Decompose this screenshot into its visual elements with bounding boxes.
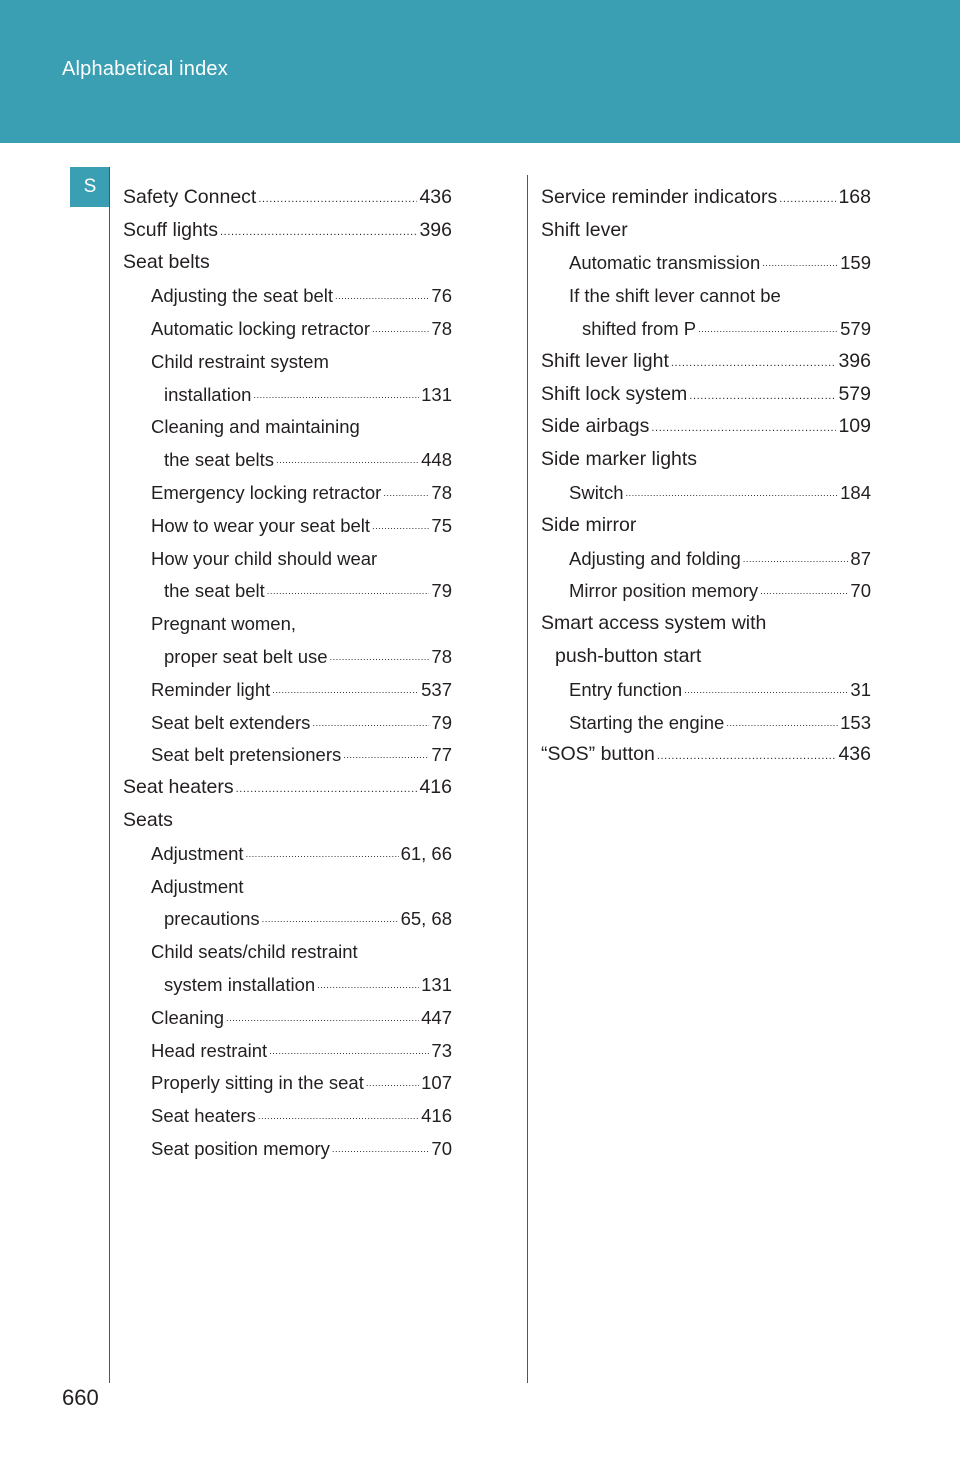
index-entry[interactable]: Entry function ..... 31 bbox=[541, 668, 871, 701]
index-heading: push-button start bbox=[555, 644, 702, 667]
index-entry-line: Child restraint system bbox=[151, 350, 329, 372]
index-heading: Side marker lights bbox=[541, 448, 698, 471]
index-entry[interactable]: Seat belt extenders ..... 79 bbox=[123, 701, 452, 734]
index-entry[interactable]: Automatic locking retractor ..... 78 bbox=[123, 307, 452, 340]
index-entry[interactable]: Seat heaters ..... 416 bbox=[123, 766, 452, 799]
index-entry-line: If the shift lever cannot be bbox=[569, 285, 781, 307]
index-entry[interactable]: Cleaning ..... 447 bbox=[123, 996, 452, 1029]
index-entry[interactable]: Seat position memory ..... 70 bbox=[123, 1127, 452, 1160]
index-entry[interactable]: the seat belts ..... 448 bbox=[123, 438, 452, 471]
index-entry[interactable]: precautions ..... 65, 68 bbox=[123, 898, 452, 931]
index-entry-line: Pregnant women, bbox=[151, 613, 297, 635]
index-entry[interactable]: the seat belt ..... 79 bbox=[123, 570, 452, 603]
left-border-line bbox=[109, 167, 110, 1383]
index-entry-line: Child seats/child restraint bbox=[151, 941, 358, 963]
index-heading: Seats bbox=[123, 808, 173, 831]
index-entry[interactable]: Shift lock system ..... 579 bbox=[541, 373, 871, 406]
index-heading: Smart access system with bbox=[541, 612, 767, 635]
index-entry[interactable]: Adjusting the seat belt ..... 76 bbox=[123, 274, 452, 307]
page-header bbox=[0, 0, 960, 143]
index-entry[interactable]: Seat belt pretensioners ..... 77 bbox=[123, 734, 452, 767]
column-divider bbox=[527, 175, 528, 1383]
index-heading: Side mirror bbox=[541, 513, 637, 536]
index-entry[interactable]: Seat heaters ..... 416 bbox=[123, 1094, 452, 1127]
index-entry[interactable]: Properly sitting in the seat ..... 107 bbox=[123, 1062, 452, 1095]
index-entry[interactable]: installation ..... 131 bbox=[123, 373, 452, 406]
index-entry-line: Cleaning and maintaining bbox=[151, 416, 360, 438]
index-heading: Seat belts bbox=[123, 251, 210, 274]
index-entry[interactable]: proper seat belt use ..... 78 bbox=[123, 635, 452, 668]
index-entry-line: Adjustment bbox=[151, 875, 244, 897]
header-title: Alphabetical index bbox=[62, 58, 228, 80]
index-entry-line: How your child should wear bbox=[151, 547, 378, 569]
index-entry[interactable]: Starting the engine ..... 153 bbox=[541, 701, 871, 734]
index-entry[interactable]: system installation ..... 131 bbox=[123, 963, 452, 996]
index-entry[interactable]: How to wear your seat belt ..... 75 bbox=[123, 504, 452, 537]
index-entry[interactable]: Reminder light ..... 537 bbox=[123, 668, 452, 701]
section-letter-tab: S bbox=[70, 167, 110, 207]
page-number: 660 bbox=[62, 1385, 99, 1410]
index-entry[interactable]: Emergency locking retractor ..... 78 bbox=[123, 471, 452, 504]
index-entry[interactable]: Mirror position memory ..... 70 bbox=[541, 570, 871, 603]
index-entry[interactable]: Switch ..... 184 bbox=[541, 471, 871, 504]
index-entry[interactable]: shifted from P ..... 579 bbox=[541, 307, 871, 340]
index-entry[interactable]: “SOS” button ..... 436 bbox=[541, 734, 871, 767]
index-column-right bbox=[541, 176, 871, 766]
index-entry[interactable]: Side airbags ..... 109 bbox=[541, 406, 871, 439]
index-heading: Shift lever bbox=[541, 218, 628, 241]
index-entry[interactable]: Safety Connect ..... 436 bbox=[123, 176, 452, 209]
index-entry[interactable]: Adjustment ..... 61, 66 bbox=[123, 832, 452, 865]
index-entry[interactable]: Head restraint ..... 73 bbox=[123, 1029, 452, 1062]
index-entry[interactable]: Service reminder indicators ..... 168 bbox=[541, 176, 871, 209]
index-entry[interactable]: Adjusting and folding ..... 87 bbox=[541, 537, 871, 570]
index-entry[interactable]: Scuff lights ..... 396 bbox=[123, 209, 452, 242]
index-entry[interactable]: Automatic transmission ..... 159 bbox=[541, 242, 871, 275]
index-entry[interactable]: Shift lever light ..... 396 bbox=[541, 340, 871, 373]
index-column-left bbox=[123, 176, 452, 1160]
